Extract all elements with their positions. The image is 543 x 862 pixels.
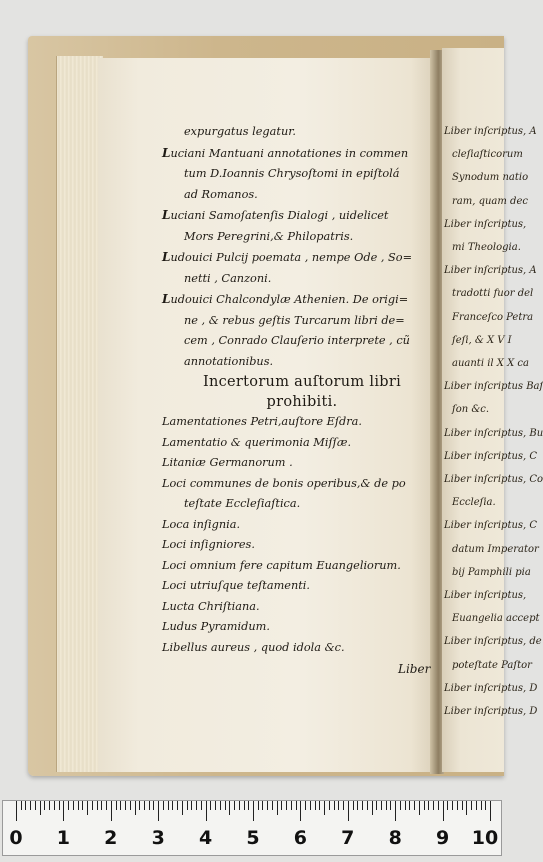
ruler-tick: [163, 801, 164, 810]
ruler-number: 6: [293, 827, 308, 849]
ruler-tick: [49, 801, 50, 810]
right-page-line: Synodum natio: [452, 172, 529, 184]
text-line: [162, 311, 434, 332]
entry-line: Loci utriuſque teſtamenti.: [162, 579, 311, 592]
entry-line: Lamentatio & querimonia Miſſæ.: [162, 435, 352, 449]
ruler-tick: [111, 801, 112, 821]
ruler-tick: [338, 801, 339, 810]
ruler-tick: [424, 801, 425, 810]
ruler-tick: [471, 801, 472, 810]
ruler-tick: [225, 801, 226, 810]
ruler-tick: [334, 801, 335, 810]
ruler-tick: [490, 801, 491, 821]
right-page-line: datum Imperator: [452, 543, 539, 555]
section-heading: Incertorum auſtorum libri: [202, 374, 402, 390]
right-page-line: Liber inſcriptus, Co: [444, 474, 543, 485]
ruler-tick: [305, 801, 306, 810]
ruler-tick: [281, 801, 282, 810]
ruler-tick: [372, 801, 373, 815]
text-line: [162, 185, 434, 206]
ruler-tick: [130, 801, 131, 810]
ruler-tick: [25, 801, 26, 810]
ruler-tick: [187, 801, 188, 810]
ruler-tick: [438, 801, 439, 810]
right-page-line: Liber inſcriptus, D: [444, 706, 538, 717]
ruler-tick: [452, 801, 453, 810]
text-line: [162, 289, 434, 311]
ruler-number: 5: [246, 827, 260, 849]
ruler-tick: [277, 801, 278, 815]
text-line: [162, 352, 434, 373]
line-text: uciani Samoſatenſis Dialogi , uidelicet: [170, 209, 389, 222]
ruler-tick: [272, 801, 273, 810]
initial-letter: L: [162, 145, 171, 160]
line-text: udouici Chalcondylæ Athenien. De origi=: [170, 293, 409, 306]
ruler-tick: [82, 801, 83, 810]
ruler-number: 3: [151, 827, 165, 849]
ruler-tick: [414, 801, 415, 810]
right-page-line: Liber inſcriptus, Bu: [444, 427, 543, 439]
ruler-tick: [300, 801, 301, 821]
line-text: ad Romanos.: [184, 187, 258, 201]
right-page: [442, 48, 543, 772]
line-text: ne , & rebus geſtis Turcarum libri de=: [184, 313, 405, 327]
entry-line: Lamentationes Petri,auſtore Eſdra.: [162, 415, 363, 428]
ruler-tick: [35, 801, 36, 810]
ruler-tick: [244, 801, 245, 810]
right-page-line: ram, quam dec: [452, 195, 528, 207]
ruler-tick: [144, 801, 145, 810]
right-page-line: Liber inſcriptus, de: [444, 636, 542, 648]
ruler-number: 10: [471, 827, 499, 849]
ruler-tick: [97, 801, 98, 810]
ruler-tick: [54, 801, 55, 810]
ruler-number: 1: [56, 827, 71, 849]
line-text: cem , Conrado Clauſerio interprete , cũ: [184, 334, 410, 347]
section-heading-line2: prohibiti.: [266, 394, 338, 410]
ruler-tick: [239, 801, 240, 810]
ruler-tick: [68, 801, 69, 810]
ruler-tick: [16, 801, 17, 821]
ruler-tick: [135, 801, 136, 815]
ruler-tick: [92, 801, 93, 810]
entry-line: Loca inſignia.: [162, 517, 241, 531]
ruler-tick: [106, 801, 107, 810]
ruler-tick: [149, 801, 150, 810]
ruler-number: 2: [104, 827, 118, 849]
ruler-tick: [443, 801, 444, 821]
entry-line: Lucta Chriſtiana.: [162, 599, 260, 613]
right-page-line: Liber inſcriptus, A: [444, 126, 537, 137]
entry-line: Libellus aureus , quod idola &c.: [162, 640, 345, 654]
right-page-line: Liber inſcriptus,: [444, 590, 527, 601]
ruler-tick: [153, 801, 154, 810]
ruler-tick: [234, 801, 235, 810]
right-page-line: Franceſco Petra: [452, 311, 534, 323]
ruler-tick: [177, 801, 178, 810]
ruler-tick: [462, 801, 463, 810]
ruler-tick: [21, 801, 22, 810]
ruler-tick: [196, 801, 197, 810]
line-text: udouici Pulcij poemata , nempe Ode , So=: [170, 251, 413, 264]
initial-letter: L: [162, 208, 171, 222]
right-page-line: Liber inſcriptus, C: [444, 450, 538, 462]
ruler-tick: [59, 801, 60, 810]
ruler-tick: [357, 801, 358, 810]
initial-letter: L: [162, 250, 171, 264]
page-text: [162, 122, 434, 658]
ruler-number: 4: [198, 827, 213, 849]
right-page-line: Euangelia accept: [452, 613, 540, 625]
ruler-tick: [457, 801, 458, 810]
ruler-tick: [296, 801, 297, 810]
right-page-line: Liber inſcriptus Baſ: [444, 381, 543, 393]
ruler-tick: [428, 801, 429, 810]
entry-line: Loci communes de bonis operibus,& de po: [162, 476, 406, 490]
ruler-tick: [381, 801, 382, 810]
ruler-tick: [258, 801, 259, 810]
text-line: [162, 164, 434, 185]
line-text: Mors Peregrini,& Philopatris.: [184, 229, 354, 243]
ruler-tick: [172, 801, 173, 810]
ruler-tick: [262, 801, 263, 810]
ruler-number: 8: [388, 827, 402, 849]
line-text: tum D.Ioannis Chrysoſtomi in epiſtolá: [184, 167, 400, 180]
ruler-tick: [348, 801, 349, 821]
text-line: [162, 205, 434, 227]
ruler-tick: [466, 801, 467, 815]
right-page-line: ſeſi, & X V I: [452, 334, 512, 346]
ruler-tick: [101, 801, 102, 810]
entry-line: Ludus Pyramidum.: [162, 620, 270, 633]
right-page-line: Liber inſcriptus,: [444, 218, 527, 230]
ruler-tick: [419, 801, 420, 815]
right-page-line: tradotti fuor del: [452, 288, 534, 300]
ruler-tick: [125, 801, 126, 810]
text-line: [162, 247, 434, 269]
entry-line: Litaniæ Germanorum .: [162, 456, 293, 469]
ruler-tick: [253, 801, 254, 821]
right-page-line: mi Theologia.: [452, 242, 521, 253]
ruler-tick: [139, 801, 140, 810]
ruler-tick: [78, 801, 79, 810]
ruler-tick: [319, 801, 320, 810]
ruler-tick: [476, 801, 477, 810]
line-text: uciani Mantuani annotationes in commen: [170, 146, 409, 160]
ruler-tick: [87, 801, 88, 815]
right-page-line: Liber inſcriptus, D: [444, 682, 538, 694]
ruler-number: 9: [435, 827, 450, 849]
text-line: [162, 331, 434, 352]
ruler-tick: [343, 801, 344, 810]
ruler-tick: [201, 801, 202, 810]
ruler-tick: [210, 801, 211, 810]
ruler-tick: [267, 801, 268, 810]
entry-line: Loci inſigniores.: [162, 538, 255, 551]
right-page-line: ſon &c.: [452, 404, 490, 416]
ruler-tick: [395, 801, 396, 821]
ruler-tick: [324, 801, 325, 815]
ruler-tick: [315, 801, 316, 810]
ruler-tick: [409, 801, 410, 810]
ruler-tick: [329, 801, 330, 810]
ruler-tick: [481, 801, 482, 810]
ruler-tick: [376, 801, 377, 810]
text-line: [162, 122, 434, 143]
ruler-tick: [248, 801, 249, 810]
ruler-tick: [310, 801, 311, 810]
ruler-tick: [182, 801, 183, 815]
ruler-tick: [400, 801, 401, 810]
ruler-tick: [215, 801, 216, 810]
scale-ruler: [2, 800, 502, 856]
text-line: [162, 269, 434, 290]
text-line: [162, 227, 434, 248]
ruler-tick: [120, 801, 121, 810]
initial-letter: L: [162, 292, 171, 306]
ruler-tick: [405, 801, 406, 810]
ruler-tick: [44, 801, 45, 810]
entry-line: teſtate Eccleſiaſtica.: [184, 497, 301, 510]
ruler-tick: [158, 801, 159, 821]
ruler-tick: [116, 801, 117, 810]
line-text: expurgatus legatur.: [184, 125, 296, 138]
line-text: netti , Canzoni.: [184, 271, 272, 285]
ruler-tick: [220, 801, 221, 810]
right-page-line: Liber inſcriptus, A: [444, 265, 537, 277]
ruler-tick: [367, 801, 368, 810]
ruler-tick: [353, 801, 354, 810]
line-text: annotationibus.: [184, 354, 274, 368]
ruler-tick: [40, 801, 41, 815]
right-page-line: cleſiaſticorum: [452, 149, 523, 161]
ruler-tick: [390, 801, 391, 810]
ruler-tick: [229, 801, 230, 815]
entry-line: Loci omnium fere capitum Euangeliorum.: [162, 558, 401, 572]
ruler-tick: [433, 801, 434, 810]
ruler-tick: [63, 801, 64, 821]
right-page-line: Eccleſia.: [452, 497, 496, 509]
ruler-tick: [386, 801, 387, 810]
right-page-line: Liber inſcriptus, C: [444, 520, 538, 532]
ruler-tick: [447, 801, 448, 810]
catchword: Liber: [398, 662, 431, 676]
ruler-tick: [286, 801, 287, 810]
ruler-tick: [168, 801, 169, 810]
ruler-tick: [362, 801, 363, 810]
ruler-number: 0: [9, 827, 23, 849]
ruler-tick: [191, 801, 192, 810]
right-page-line: poteſtate Paſtor: [452, 659, 532, 671]
page-edges: [56, 56, 103, 772]
right-page-line: auanti il X X ca: [452, 358, 529, 369]
ruler-tick: [485, 801, 486, 810]
text-line: [162, 143, 434, 165]
ruler-tick: [73, 801, 74, 810]
ruler-number: 7: [341, 827, 355, 849]
ruler-tick: [30, 801, 31, 810]
ruler-tick: [291, 801, 292, 810]
ruler-tick: [206, 801, 207, 821]
right-page-line: bij Pamphili pia: [452, 566, 531, 578]
